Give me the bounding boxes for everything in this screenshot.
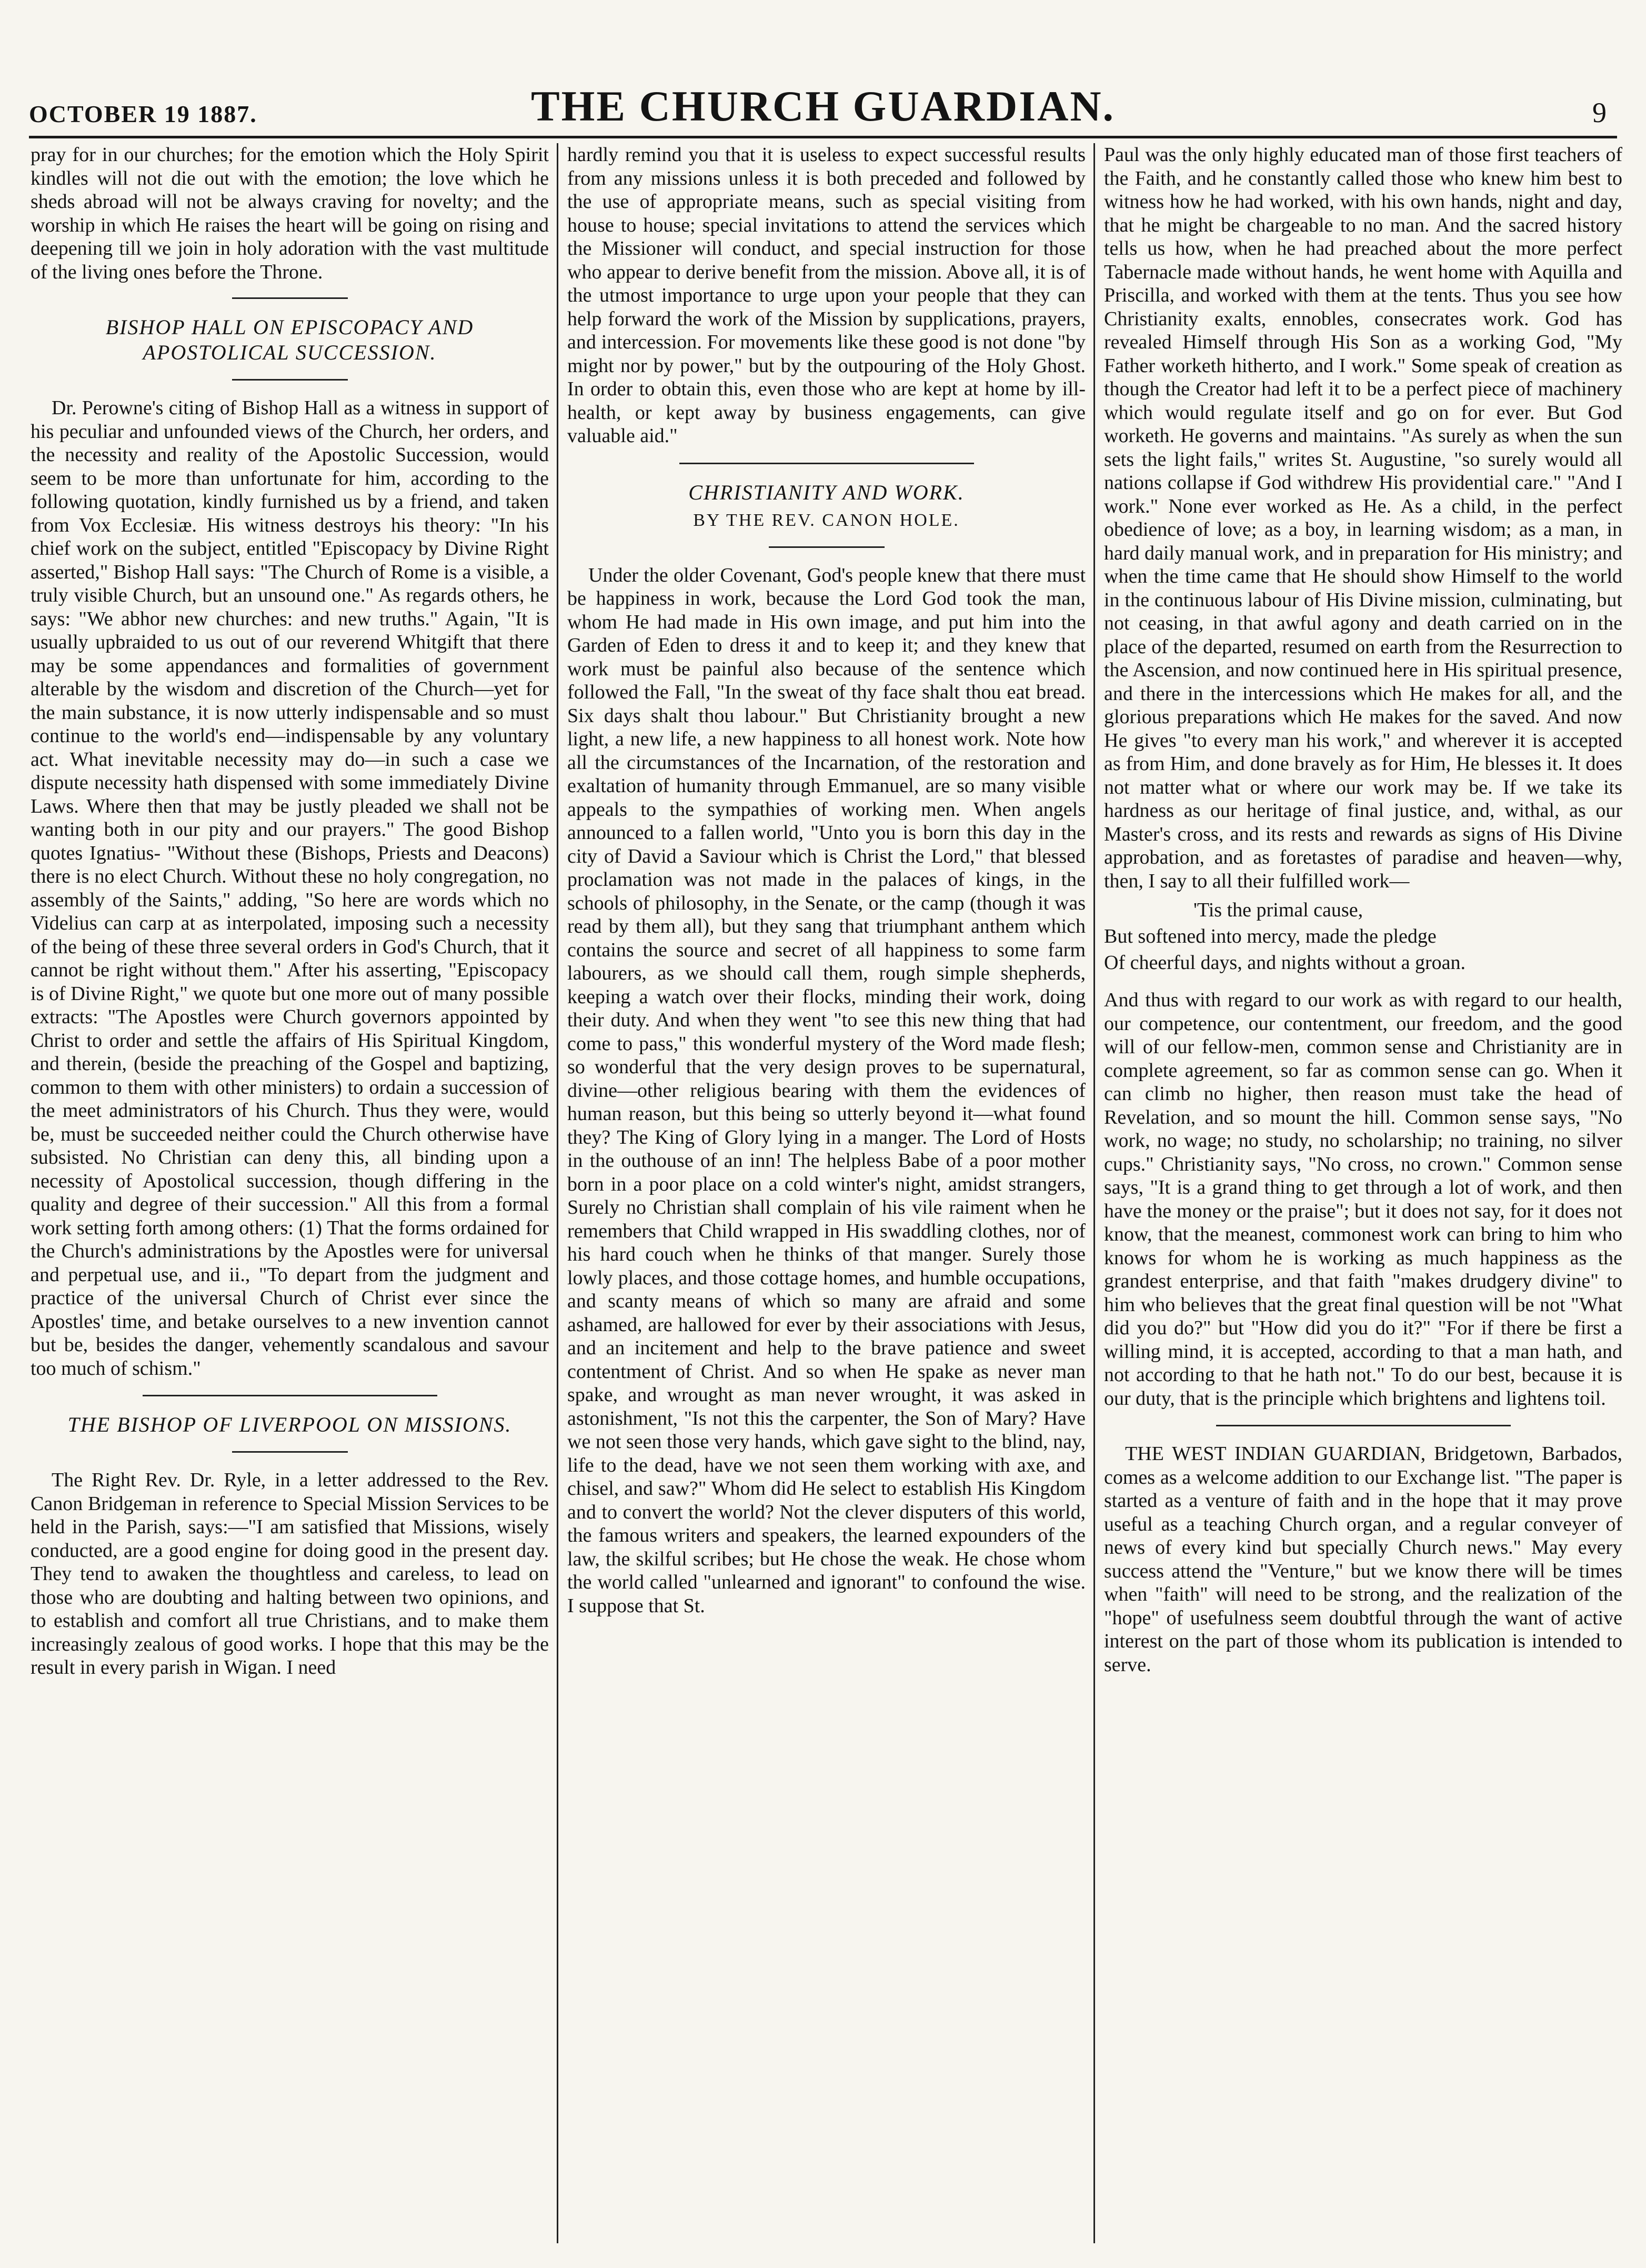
masthead bbox=[29, 79, 1617, 134]
section-rule bbox=[232, 379, 348, 381]
masthead-rule bbox=[29, 136, 1617, 138]
article-heading: CHRISTIANITY AND WORK. bbox=[688, 480, 965, 504]
section-rule bbox=[232, 297, 348, 299]
column-divider bbox=[557, 143, 558, 2243]
article-byline: BY THE REV. CANON HOLE. bbox=[693, 510, 960, 530]
article-heading: BISHOP HALL ON EPISCOPACY AND APOSTOLICAL SUCCESSION. bbox=[105, 315, 474, 364]
article-text: Dr. Perowne's citing of Bishop Hall as a witness in support of his peculiar and unfounded views of the Church, her orders, and the necessity and reality of the Apostolic Succession, would seem to be more than unfortunate for him, according to the following quotation, kindly furnished us by a friend, and taken from Vox Ecclesiæ. His witness destroys his theory: "In his chief work on the subject, entitled "Episcopacy by Divine Right asserted," Bishop Hall says: "The Church of Rome is a visible, a truly visible Church, but an unsound one." As regards others, he says: "We abhor new churches: and new truths." Again, "It is usually upbraided to us out of our reverend Whitgift that there may be some appendances and formalities of government alterable by the wisdom and discretion of the Church—yet for the main substance, it is now utterly indispensable and so must continue to the world's end—indispensable by any voluntary act. What inevitable necessity may do—in such a case we dispute necessity hath dispensed with some immediately Divine Laws. Where then that may be justly pleaded we shall not be wanting both in our pity and our prayers." The good Bishop quotes Ignatius- "Without these (Bishops, Priests and Deacons) there is no elect Church. Without these no holy congregation, no assembly of the Saints," adding, "So here are words which no Videlius can carp at as interpolated, imposing such a necessity of the being of these three several orders in God's Church, that it cannot be right without them." After his asserting, "Episcopacy is of Divine Right," we quote but one more out of many possible extracts: "The Apostles were Church governors appointed by Christ to order and settle the affairs of His Spiritual Kingdom, and therein, (beside the preaching of the Gospel and baptizing, common to them with other ministers) to ordain a succession of the meet administrators of his Church. Thus they were, would be, must be succeeded neither could the Church otherwise have subsisted. No Christian can deny this, all binding upon a necessity of Apostolical succession, though differing in the quality and degree of their succession." All this from a formal work setting forth among others: (1) That the forms ordained for the Church's administrations by the Apostles were for universal and perpetual use, and ii., "To depart from the judgment and practice of the universal Church of Christ ever since the Apostles' time, and betake ourselves to a new invention cannot but be, besides the danger, vehemently scandalous and savour too much of schism." bbox=[31, 397, 549, 1380]
verse-line: 'Tis the primal cause, bbox=[1193, 899, 1363, 921]
issue-date: OCTOBER 19 1887. bbox=[29, 101, 257, 127]
article-text: hardly remind you that it is useless to expect successful results from any missions unless it is both preceded and followed by the use of appropriate means, such as special visiting from house to house; special invitations to attend the services which the Missioner will conduct, and special instruction for those who appear to derive benefit from the mission. Above all, it is of the utmost importance to urge upon your people that they can help forward the work of the Mission by supplications, prayers, and intercession. For movements like these good is not done "by might nor by power," but by the outpouring of the Holy Ghost. In order to obtain this, even those who are kept at home by ill-health, or kept away by business engagements, can give valuable aid." bbox=[567, 144, 1086, 447]
section-rule bbox=[1216, 1425, 1511, 1426]
newspaper-title: THE CHURCH GUARDIAN. bbox=[530, 82, 1116, 130]
column-3 bbox=[1104, 143, 1622, 2243]
verse-line: Of cheerful days, and nights without a groan. bbox=[1104, 952, 1466, 974]
section-rule bbox=[143, 1395, 437, 1396]
column-1 bbox=[31, 143, 549, 2243]
article-text: And thus with regard to our work as with regard to our health, our competence, our contentment, our freedom, and the good will of our fellow-men, common sense and Christianity are in complete agreement, so far as common sense can go. When it can climb no higher, then reason must take the head of Revelation, and so mount the hill. Common sense says, "No work, no wage; no study, no scholarship; no training, no silver cups." Christianity says, "No cross, no crown." Common sense says, "It is a grand thing to get through a lot of work, and then have the money or the praise"; but it does not say, for it does not know, that the meanest, commonest work can bring to him who knows for whom he is working as much happiness as the grandest enterprise, and that faith "makes drudgery divine" to him who believes that the great final question will be not "What did you do?" but "How did you do it?" "For if there be first a willing mind, it is accepted, according to that a man hath, and not according to that he hath not." To do our best, because it is our duty, that is the principle which brightens and lightens toil. bbox=[1104, 989, 1622, 1410]
page-number: 9 bbox=[1592, 97, 1607, 128]
section-rule bbox=[679, 463, 974, 464]
section-rule bbox=[232, 1451, 348, 1453]
article-text: THE WEST INDIAN GUARDIAN, Bridgetown, Barbados, comes as a welcome addition to our Exchange list. "The paper is started as a venture of faith and in the hope that it may prove useful as a teaching Church organ, and a regular conveyer of news of every kind but specially Church news." May every success attend the "Venture," but we know there will be times when "faith" will need to be strong, and the realization of the "hope" of usefulness seem doubtful through the want of active interest on the part of those whom its publication is intended to serve. bbox=[1104, 1443, 1622, 1676]
article-text: pray for in our churches; for the emotion which the Holy Spirit kindles will not die out with the emotion; the love which he sheds abroad will not be always craving for novelty; and the worship in which He raises the heart will be going on rising and deepening till we join in holy adoration with the vast multitude of the living ones before the Throne. bbox=[31, 144, 549, 283]
column-2 bbox=[567, 143, 1086, 2243]
article-heading: THE BISHOP OF LIVERPOOL ON MISSIONS. bbox=[67, 1413, 512, 1436]
column-divider bbox=[1093, 143, 1095, 2243]
article-text: Paul was the only highly educated man of those first teachers of the Faith, and he constantly called those who knew him best to witness how he had worked, with his own hands, night and day, that he might be chargeable to no man. And the sacred history tells us how, when he had preached about the more perfect Tabernacle made without hands, he went home with Aquilla and Priscilla, and worked with them at the tents. Thus you see how Christianity exalts, ennobles, consecrates work. God has revealed Himself through His Son as a working God, "My Father worketh hitherto, and I work." Some speak of creation as though the Creator had left it to be a perfect piece of machinery which would regulate itself and go on for ever. But God worketh. He governs and maintains. "As surely as when the sun sets the light fails," writes St. Augustine, "so surely would all nations collapse if God withdrew His providential care." "And I work." None ever worked as He. As a child, in the perfect obedience of love; as a boy, in learning wisdom; as a man, in hard daily manual work, and in preparation for His ministry; and when the time came that He should show Himself to the world in the continuous labour of His Divine mission, culminating, but not ceasing, in that awful agony and death carried on in the place of the departed, resumed on earth from the Resurrection to the Ascension, and now continued here in His spiritual presence, and there in the intercessions which He makes for all, and the glorious preparations which He makes for the saved. And now He gives "to every man his work," and wherever it is accepted as from Him, and done bravely as for Him, He blesses it. It does not matter what or where our work may be. If we take its hardness as our heritage of final justice, and, withal, as our Master's cross, and its rests and rewards as signs of His Divine approbation, and as foretastes of paradise and heaven—why, then, I say to all their fulfilled work— bbox=[1104, 144, 1622, 892]
article-text: The Right Rev. Dr. Ryle, in a letter addressed to the Rev. Canon Bridgeman in reference to Special Mission Services to be held in the Parish, says:—"I am satisfied that Missions, wisely conducted, are a good engine for doing good in the present day. They tend to awaken the thoughtless and careless, to lead on those who are doubting and halting between two opinions, and to establish and comfort all true Christians, and to make them increasingly zealous of good works. I hope that this may be the result in every parish in Wigan. I need bbox=[31, 1469, 549, 1678]
verse-line: But softened into mercy, made the pledge bbox=[1104, 925, 1437, 947]
article-text: Under the older Covenant, God's people knew that there must be happiness in work, because the Lord God took the man, whom He had made in His own image, and put him into the Garden of Eden to dress it and to keep it; and they knew that work must be painful also because of the sentence which followed the Fall, "In the sweat of thy face shalt thou eat bread. Six days shalt thou labour." But Christianity brought a new light, a new life, a new happiness to all honest work. Note how all the circumstances of the Incarnation, of the restoration and exaltation of humanity through Emmanuel, are so many visible appeals to the sympathies of working men. When angels announced to a fallen world, "Unto you is born this day in the city of David a Saviour which is Christ the Lord," that blessed proclamation was not made in the palaces of kings, in the schools of philosophy, in the Senate, or the camp (though it was read by them all), but they sang that triumphant anthem which contains the source and secret of all happiness to some farm labourers, as we should call them, rough simple shepherds, keeping a watch over their flocks, minding their work, doing their duty. And when they went "to see this new thing that had come to pass," this wonderful mystery of the Word made flesh; so wonderful that the very design proves to be supernatural, divine—other religious bearing with them the evidences of human reason, but this being so utterly beyond it—what found they? The King of Glory lying in a manger. The Lord of Hosts in the outhouse of an inn! The helpless Babe of a poor mother born in a poor place on a cold winter's night, amidst strangers, Surely no Christian shall complain of his vile raiment when he remembers that Child wrapped in His swaddling clothes, nor of his hard couch when he thinks of that manger. Surely those lowly places, and those cottage homes, and humble occupations, and scanty means of which so many are afraid and some ashamed, are hallowed for ever by their associations with Jesus, and an incitement and help to the brave patience and sweet contentment of Christ. And so when He spake as never man spake, and wrought as man never wrought, it was asked in astonishment, "Is not this the carpenter, the Son of Mary? Have we not seen those very hands, which gave sight to the blind, nay, life to the dead, have we not seen them working with axe, and chisel, and saw?" Whom did He select to establish His Kingdom and to convert the world? Not the clever disputers of this world, the famous writers and speakers, the learned expounders of the law, the skilful scribes; but He chose the weak. He chose whom the world called "unlearned and ignorant" to confound the wise. I suppose that St. bbox=[567, 564, 1086, 1617]
section-rule bbox=[769, 546, 885, 548]
